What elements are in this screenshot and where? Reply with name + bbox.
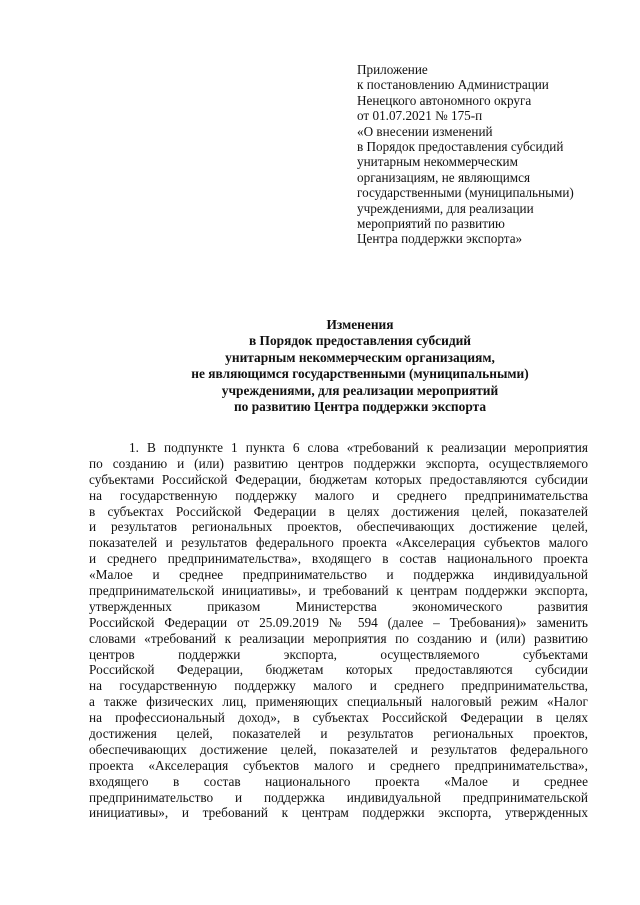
body-line: предпринимательство и поддержка индивидуальной предпринимательской [89,789,588,805]
body-line: на государственную поддержку малого и среднего предпринимательства [89,487,588,503]
body-line: обеспечивающих достижение целей, показателей и результатов федерального [89,741,588,757]
body-line: Российской Федерации от 25.09.2019 № 594 (далее – Требования)» заменить [89,614,588,630]
body-line: субъектами Российской Федерации, бюджетам которых предоставляются субсидии [89,471,588,487]
body-line: по созданию и (или) развитию центров поддержки экспорта, осуществляемого [89,455,588,471]
body-line: достижения целей, показателей и результатов региональных проектов, [89,726,588,742]
body-line: Российской Федерации, бюджетам которых предоставляются субсидии [89,662,588,678]
body-line: а также физических лиц, применяющих специальный налоговый режим «Налог [89,694,588,710]
appendix-line: Ненецкого автономного округа [357,92,532,108]
appendix-line: государственными (муниципальными) [357,185,574,201]
body-line: словами «требований к реализации мероприятия по созданию и (или) развитию [89,630,588,646]
appendix-line: в Порядок предоставления субсидий [357,139,564,155]
appendix-line: учреждениями, для реализации [357,200,534,216]
body-line: и среднего предпринимательства», входящего в состав национального проекта [89,551,588,567]
appendix-line: мероприятий по развитию [357,216,505,232]
body-line: на профессиональный доход», в субъектах Российской Федерации в целях [89,710,588,726]
appendix-line: «О внесении изменений [357,123,493,139]
body-line: в субъектах Российской Федерации в целях достижения целей, показателей [89,503,588,519]
body-line: и результатов региональных проектов, обеспечивающих достижение целей, [89,519,588,535]
body-line: проекта «Акселерация субъектов малого и среднего предпринимательства», [89,757,588,773]
appendix-line: от 01.07.2021 № 175-п [357,108,483,124]
body-line: на государственную поддержку малого и среднего предпринимательства, [89,678,588,694]
title-line: учреждениями, для реализации мероприятий [221,382,499,398]
appendix-line: Центра поддержки экспорта» [357,231,523,247]
body-line: инициативы», и требований к центрам поддержки экспорта, утвержденных [89,805,588,821]
appendix-line: унитарным некоммерческим [357,154,518,170]
body-line: показателей и результатов федерального проекта «Акселерация субъектов малого [89,535,588,551]
body-line: «Малое и среднее предпринимательство и поддержка индивидуальной [89,567,588,583]
document-title [60,317,640,415]
body-line: предпринимательской инициативы», и требований к центрам поддержки экспорта, [89,583,588,599]
body-line: 1. В подпункте 1 пункта 6 слова «требований к реализации мероприятия [129,440,588,455]
title-line: по развитию Центра поддержки экспорта [233,399,487,415]
body-line: утвержденных приказом Министерства экономического развития [89,598,588,614]
title-line: Изменения [326,317,394,332]
appendix-header [357,62,627,247]
appendix-line: Приложение [357,62,428,77]
title-line: в Порядок предоставления субсидий [248,333,472,349]
appendix-line: организациям, не являющимся [357,169,531,185]
body-paragraph [89,440,588,821]
title-line: не являющимся государственными (муниципальными) [191,366,529,382]
body-line: входящего в состав национального проекта «Малое и среднее [89,773,588,789]
body-line: центров поддержки экспорта, осуществляемого субъектами [89,646,588,662]
appendix-line: к постановлению Администрации [357,77,549,93]
title-line: унитарным некоммерческим организациям, [225,349,495,365]
